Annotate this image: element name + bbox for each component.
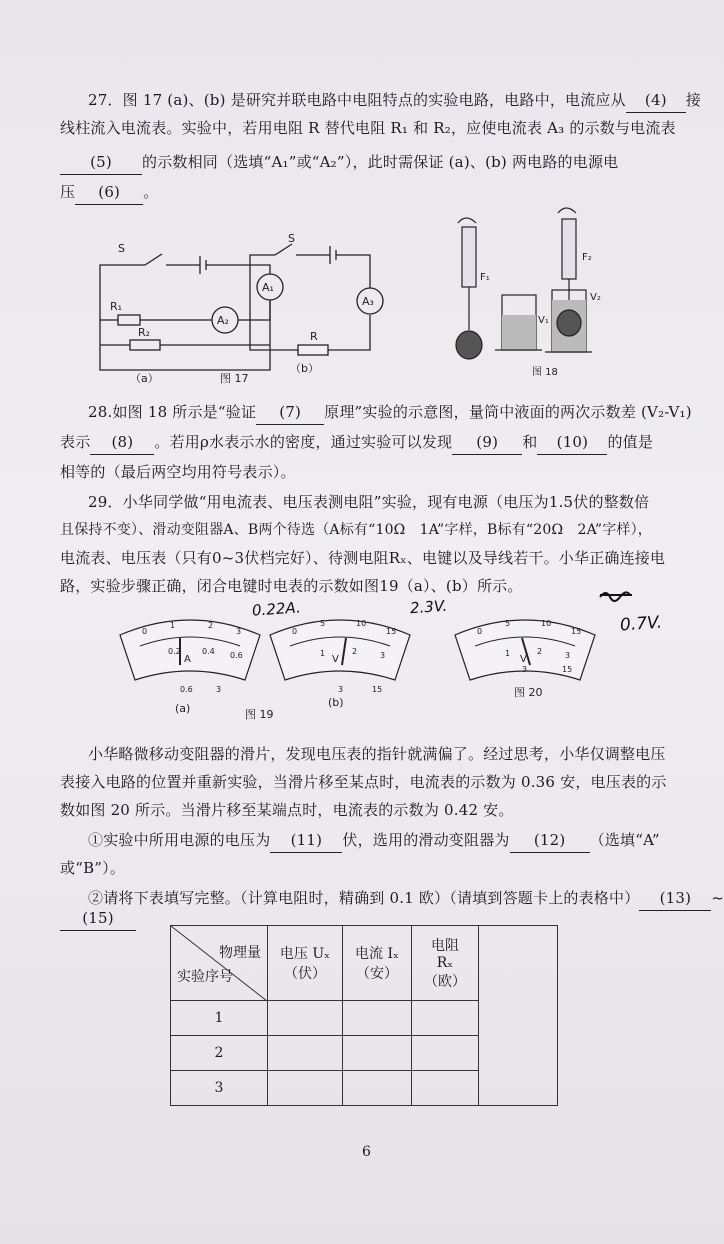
blank-10: (10) — [537, 430, 607, 455]
q29-line-3: 电流表、电压表（只有0~3伏档完好）、待测电阻Rₓ、电键以及导线若干。小华正确连接电 — [60, 549, 666, 567]
fig20-letter: V — [520, 654, 527, 665]
q29-line-1: 29．小华同学做“用电流表、电压表测电阻”实验，现有电源（电压为1.5伏的整数倍 — [88, 493, 650, 511]
q28-text: 和 — [522, 433, 538, 451]
handwritten-scribble — [598, 588, 634, 602]
ammeter-tick: 0.6 — [230, 651, 243, 660]
fig20-tick: 0 — [477, 627, 483, 636]
r-label: R — [310, 330, 318, 343]
table-cell — [268, 1036, 343, 1071]
ammeter-tick: 0.4 — [202, 647, 215, 656]
v1-label: V₁ — [538, 315, 549, 326]
figure-18 — [440, 205, 620, 385]
v2-label: V₂ — [590, 292, 601, 303]
voltmeter-tick: 1 — [320, 649, 326, 658]
q27-line-1 — [88, 88, 701, 113]
blank-9: (9) — [452, 430, 522, 455]
para-line-2: 表接入电路的位置并重新实验，当滑片移至某点时，电流表的示数为 0.36 安，电压表的示 — [60, 773, 667, 791]
fig20-terminal: 3 — [522, 665, 528, 674]
para-line-3: 数如图 20 所示。当滑片移至某端点时，电流表的示数为 0.42 安。 — [60, 801, 514, 819]
trial-number: 1 — [171, 1001, 268, 1036]
blank-15: (15) — [60, 906, 136, 931]
table-cell — [412, 1036, 479, 1071]
ammeter-terminal: 0.6 — [180, 685, 193, 694]
caption-a: （a） — [130, 372, 159, 385]
q27-line-4 — [60, 180, 158, 205]
para-q1 — [88, 828, 660, 853]
col-label: 电阻 — [431, 938, 459, 954]
para-text: ①实验中所用电源的电压为 — [88, 831, 271, 849]
voltmeter-tick: 2 — [352, 647, 358, 656]
handwritten-current: 0.22A. — [251, 598, 302, 620]
figure-18-title: 图 18 — [532, 367, 558, 378]
fig20-terminal: 15 — [562, 665, 573, 674]
q28-line-1 — [88, 400, 692, 425]
table-cell — [268, 1071, 343, 1106]
para-text: ②请将下表填写完整。（计算电阻时，精确到 0.1 欧）（请填到答题卡上的表格中） — [88, 889, 640, 907]
blank-4: (4) — [626, 88, 686, 113]
voltmeter-tick: 15 — [386, 627, 397, 636]
figure-19-title: 图 19 — [245, 708, 274, 721]
q27-line-3 — [60, 150, 618, 175]
ammeter-a2-label: A₂ — [217, 314, 229, 327]
q27-text: 27．图 17 (a)、(b) 是研究并联电路中电阻特点的实验电路，电路中，电流应从 — [88, 91, 626, 109]
table-header-quantity: 物理量 — [219, 945, 261, 961]
voltmeter-letter: V — [332, 654, 339, 665]
switch-label-b: S — [288, 232, 295, 245]
q27-text: 的示数相同（选填“A₁”或“A₂”），此时需保证 (a)、(b) 两电路的电源电 — [142, 153, 619, 171]
table-cell — [268, 1001, 343, 1036]
para-text: 伏，选用的滑动变阻器为 — [342, 831, 510, 849]
q28-line-2 — [60, 430, 653, 455]
trial-number: 2 — [171, 1036, 268, 1071]
ammeter-a1-label: A₁ — [262, 281, 274, 294]
fig20-tick: 15 — [571, 627, 582, 636]
ammeter-tick: 1 — [170, 621, 176, 630]
figure-17-title: 图 17 — [220, 372, 249, 385]
col-unit: （欧） — [424, 974, 466, 990]
q28-text: 28.如图 18 所示是“验证 — [88, 403, 257, 421]
blank-8: (8) — [90, 430, 154, 455]
q28-text: 。若用ρ水表示水的密度，通过实验可以发现 — [154, 433, 453, 451]
col-unit: （安） — [356, 966, 398, 982]
q29-line-2: 且保持不变）、滑动变阻器A、B两个待选（A标有“10Ω 1A”字样，B标有“20Ω 2A”字样）， — [60, 522, 652, 538]
para-q1-end: 或“B”）。 — [60, 859, 126, 877]
q27-line-2: 线柱流入电流表。实验中，若用电阻 R 替代电阻 R₁ 和 R₂，应使电流表 A₃ 的示数与电流表 — [60, 119, 676, 137]
q28-line-3: 相等的（最后两空均用符号表示）。 — [60, 463, 296, 481]
voltmeter-tick: 5 — [320, 619, 326, 628]
ammeter-tick: 3 — [236, 627, 242, 636]
para-line-1: 小华略微移动变阻器的滑片，发现电压表的指针就满偏了。经过思考，小华仅调整电压 — [88, 745, 666, 763]
voltmeter-tick: 0 — [292, 627, 298, 636]
ammeter-tick: 2 — [208, 621, 214, 630]
tilde: ~ — [711, 889, 724, 907]
handwritten-voltage: 2.3V. — [409, 596, 448, 618]
switch-label-a: S — [118, 242, 125, 255]
fig20-tick: 1 — [505, 649, 511, 658]
page-number: 6 — [362, 1144, 371, 1160]
q29-line-4: 路，实验步骤正确，闭合电键时电表的示数如图19（a）、(b）所示。 — [60, 577, 523, 595]
figure-19-20 — [110, 610, 610, 730]
data-table — [170, 925, 558, 1106]
table-header-trial: 实验序号 — [177, 969, 233, 985]
col-label: 电流 Iₓ — [355, 946, 399, 962]
q28-text: 的值是 — [607, 433, 654, 451]
trial-number: 3 — [171, 1071, 268, 1106]
ammeter-tick: 0.2 — [168, 647, 181, 656]
fig20-tick: 2 — [537, 647, 543, 656]
figure-17 — [70, 230, 400, 390]
fig19-caption-b: (b) — [328, 696, 344, 709]
fig20-tick: 10 — [541, 619, 552, 628]
caption-b: （b） — [290, 362, 319, 375]
voltmeter-tick: 3 — [380, 651, 386, 660]
handwritten-voltage-2: 0.7V. — [619, 612, 663, 636]
voltmeter-terminal: 15 — [372, 685, 383, 694]
voltmeter-terminal: 3 — [338, 685, 344, 694]
q28-text: 原理”实验的示意图，量筒中液面的两次示数差 (V₂-V₁) — [324, 403, 692, 421]
table-cell — [343, 1071, 412, 1106]
q28-text: 表示 — [60, 433, 91, 451]
ammeter-a3-label: A₃ — [362, 295, 374, 308]
fig20-tick: 5 — [505, 619, 511, 628]
col-unit: （伏） — [284, 966, 326, 982]
ammeter-terminal: 3 — [216, 685, 222, 694]
para-text: （选填“A” — [589, 831, 660, 849]
table-cell — [343, 1036, 412, 1071]
para-q2-end — [60, 906, 136, 931]
ammeter-tick: 0 — [142, 627, 148, 636]
fig19-caption-a: (a) — [175, 702, 191, 715]
q27-text: 。 — [143, 183, 159, 201]
table-header-current — [343, 926, 412, 1001]
r1-label: R₁ — [110, 300, 123, 313]
q27-text: 接 — [685, 91, 702, 109]
table-cell — [412, 1001, 479, 1036]
table-cell — [412, 1071, 479, 1106]
col-label: 电压 Uₓ — [279, 946, 331, 962]
fig20-tick: 3 — [565, 651, 571, 660]
f2-label: F₂ — [582, 252, 592, 263]
table-header-resistance — [412, 926, 479, 1001]
blank-5: (5) — [60, 150, 142, 175]
f1-label: F₁ — [480, 272, 490, 283]
blank-7: (7) — [256, 400, 324, 425]
voltmeter-tick: 10 — [356, 619, 367, 628]
figure-20-title: 图 20 — [514, 686, 543, 699]
table-header-diagonal — [171, 926, 268, 1001]
table-cell — [343, 1001, 412, 1036]
r2-label: R₂ — [138, 326, 151, 339]
para-q2 — [88, 886, 724, 911]
col-symbol: Rₓ — [436, 955, 454, 971]
blank-13: (13) — [639, 886, 711, 911]
blank-11: (11) — [270, 828, 342, 853]
table-extra-column — [479, 926, 558, 1106]
q27-text: 压 — [60, 183, 76, 201]
blank-12: (12) — [510, 828, 590, 853]
blank-6: (6) — [75, 180, 143, 205]
ammeter-letter: A — [184, 654, 191, 665]
table-header-voltage — [268, 926, 343, 1001]
